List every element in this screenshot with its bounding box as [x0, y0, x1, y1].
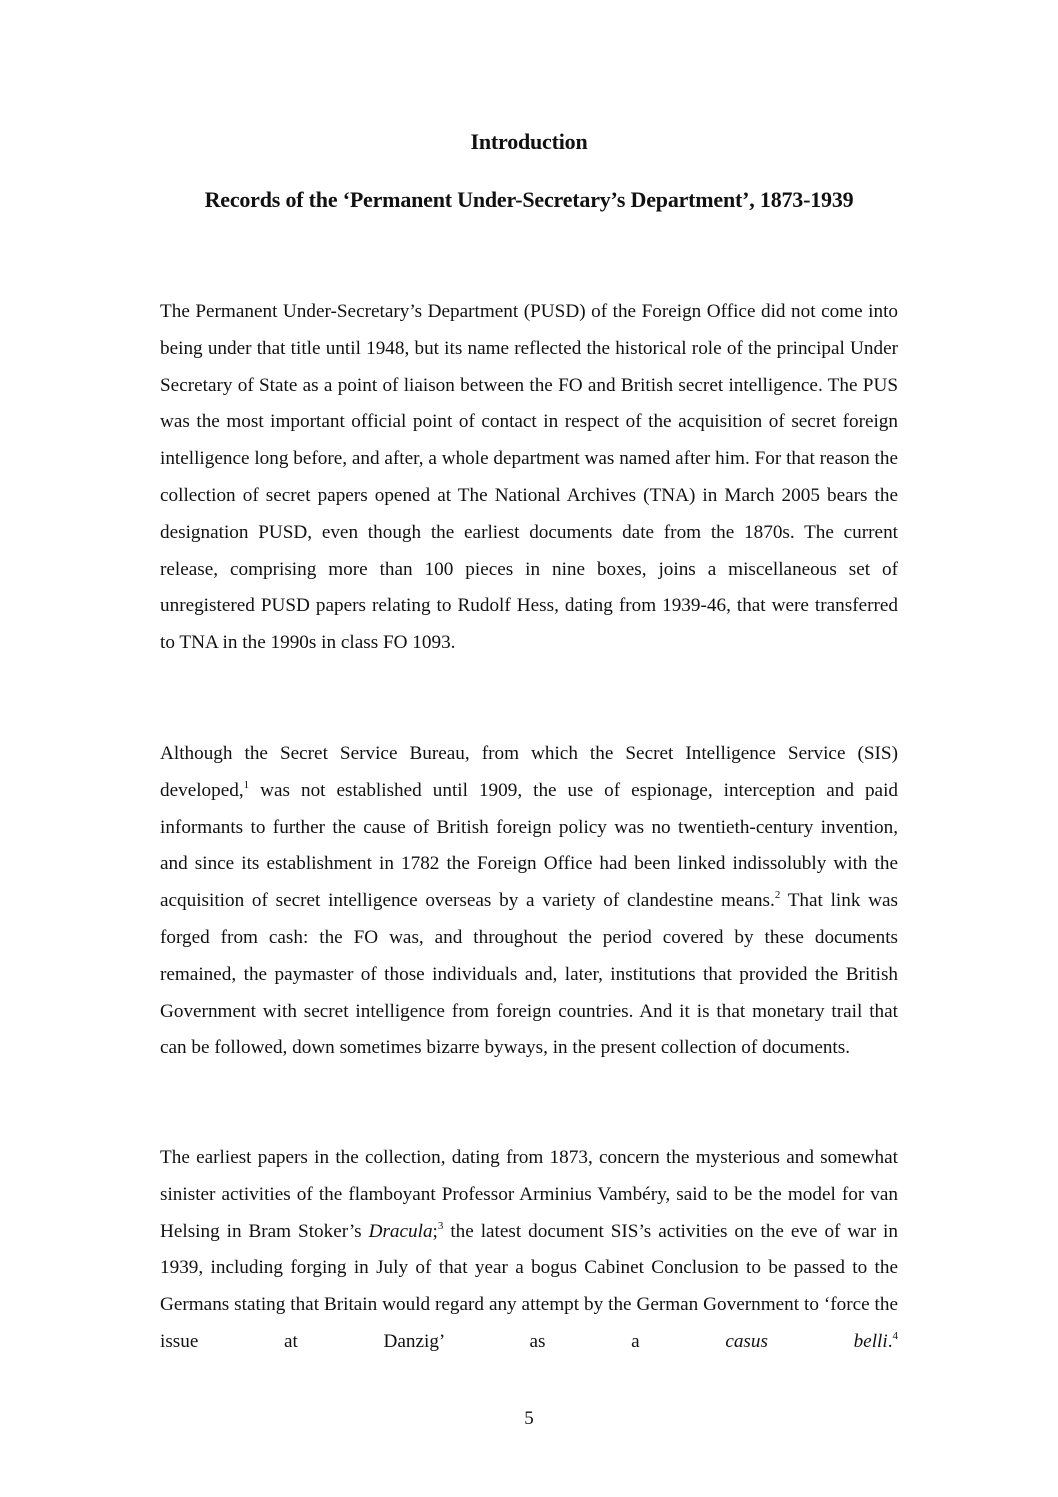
punctuation: .	[887, 1330, 893, 1352]
paragraph-2-text: Although the Secret Service Bureau, from which the Secret Intelligence Service (SIS) developed,	[160, 743, 898, 801]
paragraph-1: The Permanent Under-Secretary’s Department (PUSD) of the Foreign Office did not come into being under that title until 1948, but its name reflected the historical role of the principal Under Secretary of State as a point of liaison between the FO and British secret intelligence. The PUS was the most important official point of contact in respect of the acquisition of secret foreign intelligence long before, and after, a whole department was named after him. For that reason the collection of secret papers opened at The National Archives (TNA) in March 2005 bears the designation PUSD, even though the earliest documents date from the 1870s. The current release, comprising more than 100 pieces in nine boxes, joins a miscellaneous set of unregistered PUSD papers relating to Rudolf Hess, dating from 1939-46, that were transferred to TNA in the 1990s in class FO 1093.	[160, 301, 898, 654]
page-number: 5	[524, 1408, 534, 1429]
footnote-ref-3: 3	[437, 1219, 444, 1232]
paragraph-2	[160, 736, 898, 1067]
latin-phrase: casus belli	[725, 1330, 888, 1352]
paragraph-3-text: the latest document SIS’s activities on the eve of war in 1939, including forging in July of that year a bogus Cabinet Conclusion to be passed to the Germans stating that Britain would regard any attempt by the German Government to ‘force the issue at Danzig’ as a	[160, 1220, 898, 1352]
document-subtitle: Records of the ‘Permanent Under-Secretary’s Department’, 1873-1939	[204, 187, 854, 212]
book-title-dracula: Dracula	[368, 1220, 433, 1242]
page-title: Introduction	[470, 129, 588, 154]
punctuation: ;	[432, 1220, 438, 1242]
paragraph-2-text: was not established until 1909, the use of espionage, interception and paid informants to further the cause of British foreign policy was no twentieth-century invention, and since its establishment in 1782 the Foreign Office had been linked indissolubly with the acquisition of secret intelligence overseas by a variety of clandestine means.	[160, 779, 898, 912]
footnote-ref-1: 1	[243, 778, 250, 791]
footnote-ref-2: 2	[774, 889, 781, 902]
paragraph-3	[160, 1140, 898, 1361]
paragraph-3-text: The earliest papers in the collection, dating from 1873, concern the mysterious and somewhat sinister activities of the flamboyant Professor Arminius Vambéry, said to be the model for van Helsing in Bram Stoker’s	[160, 1147, 898, 1242]
footnote-ref-4: 4	[892, 1329, 898, 1342]
paragraph-2-text: That link was forged from cash: the FO was, and throughout the period covered by these documents remained, the paymaster of those individuals and, later, institutions that provided the British Government with secret intelligence from foreign countries. And it is that monetary trail that can be followed, down sometimes bizarre byways, in the present collection of documents.	[160, 890, 898, 1059]
